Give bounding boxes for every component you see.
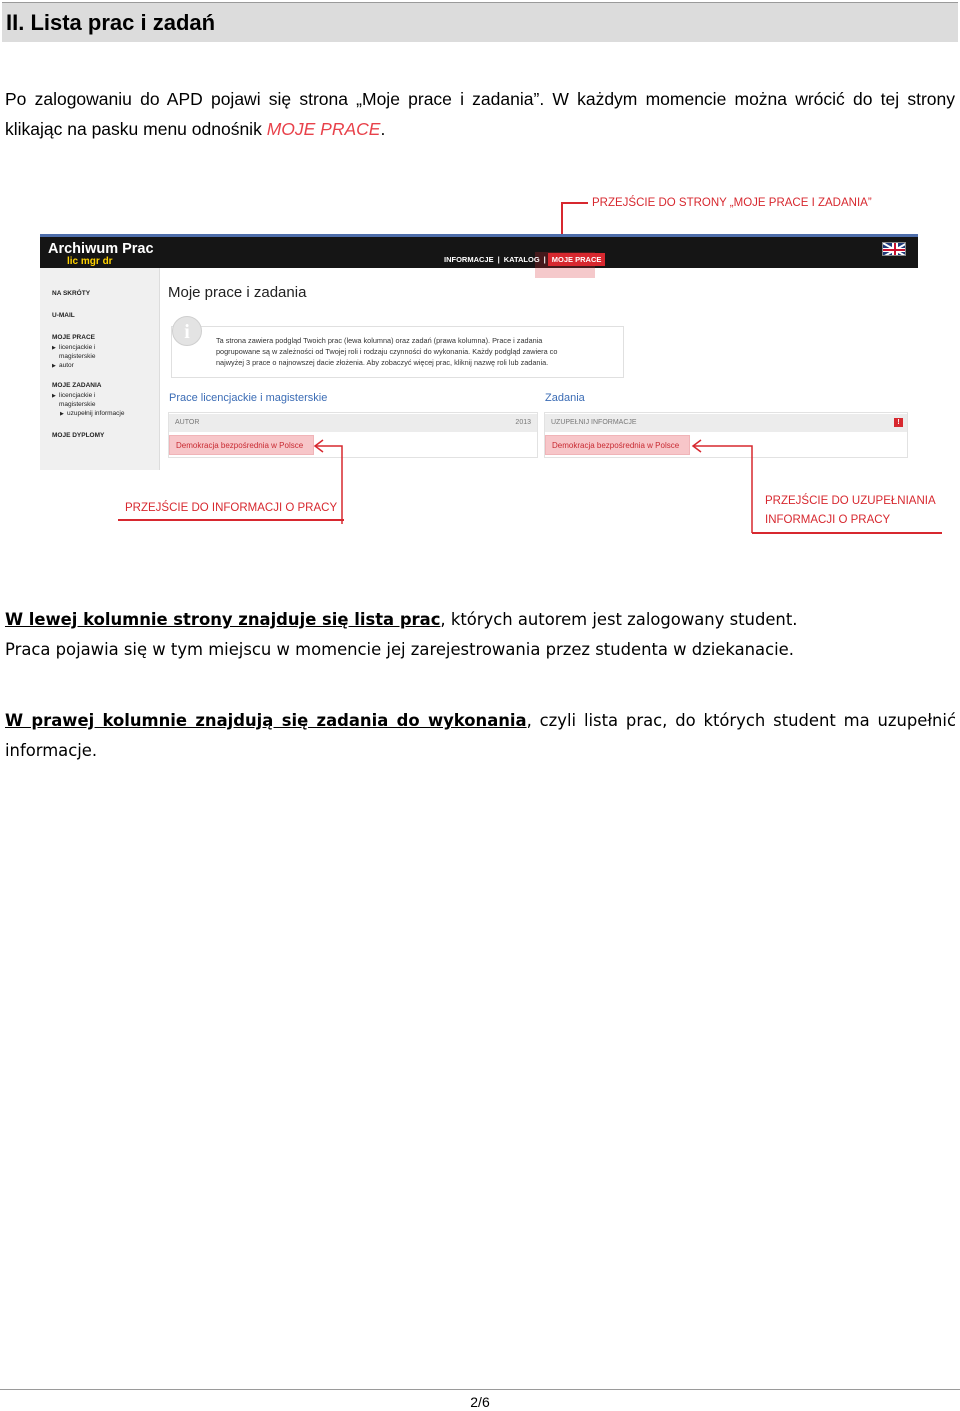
intro-text: Po zalogowaniu do APD pojawi się strona „Moje prace i zadania”. W każdym momencie można wrócić do tej strony klikając na pasku menu odnośnik (5, 89, 955, 139)
callout-top: PRZEJŚCIE DO STRONY „MOJE PRACE I ZADANIA” (592, 197, 872, 209)
paragraph-right-column (5, 706, 956, 766)
sidebar-shortcuts: NA SKRÓTY (52, 290, 91, 297)
work-year: 2013 (515, 419, 531, 426)
menu-item-katalog[interactable]: KATALOG (503, 255, 540, 264)
left-column-header (169, 414, 537, 432)
role-author-label: AUTOR (175, 419, 200, 426)
paragraph-left-line2: Praca pojawia się w tym miejscu w momencie jej zarejestrowania przez studenta w dziekanacie. (5, 640, 794, 659)
sidebar-my-works-item[interactable]: ▶ autor (59, 361, 74, 370)
sidebar-umail[interactable]: U-MAIL (52, 312, 75, 319)
left-work-link[interactable]: Demokracja bezpośrednia w Polsce (169, 435, 314, 455)
right-task-link[interactable]: Demokracja bezpośrednia w Polsce (545, 435, 690, 455)
callout-right-line2: INFORMACJI O PRACY (765, 514, 891, 526)
sidebar-my-diplomas[interactable]: MOJE DYPLOMY (52, 432, 105, 439)
sidebar-my-tasks-item[interactable]: ▶ licencjackie i (59, 391, 96, 400)
app-page-title: Moje prace i zadania (168, 284, 307, 301)
sidebar-my-tasks-item[interactable]: ▶ uzupełnij informacje (67, 409, 124, 418)
intro-end: . (380, 119, 386, 139)
info-line: pogrupowane są w zależności od Twojej roli i rodzaju czynności do wykonania. Każdy podgląd zawiera co (216, 347, 558, 356)
callout-left: PRZEJŚCIE DO INFORMACJI O PRACY (125, 502, 338, 514)
section-heading-bar (2, 2, 958, 42)
callout-top-line-h (562, 202, 588, 204)
callout-right-line1: PRZEJŚCIE DO UZUPEŁNIANIA (765, 495, 936, 507)
brand-subtitle: lic mgr dr (67, 256, 113, 267)
intro-paragraph (5, 84, 955, 144)
info-line: Ta strona zawiera podgląd Twoich prac (lewa kolumna) oraz zadań (prawa kolumna). Prace i zadania (216, 336, 543, 345)
app-menu: INFORMACJE | KATALOG | MOJE PRACE (444, 255, 605, 264)
left-column-title[interactable]: Prace licencjackie i magisterskie (169, 392, 328, 404)
callout-right-underline (752, 532, 942, 534)
sidebar-my-tasks[interactable]: MOJE ZADANIA (52, 382, 102, 389)
info-icon: i (172, 316, 202, 346)
right-column-title[interactable]: Zadania (545, 392, 585, 404)
sidebar-my-works-item[interactable]: magisterskie (59, 353, 96, 360)
paragraph-right-bold: W prawej kolumnie znajdują się zadania do wykonania (5, 711, 527, 730)
sidebar-my-works[interactable]: MOJE PRACE (52, 334, 95, 341)
sidebar-my-tasks-item[interactable]: magisterskie (59, 401, 96, 408)
uk-flag-icon[interactable] (882, 242, 906, 256)
callout-left-underline (118, 519, 344, 521)
app-screenshot (40, 234, 918, 470)
info-line: najwyżej 3 prace o najnowszej dacie złożenia. Aby zobaczyć więcej prac, kliknij nazwę roli lub zadania. (216, 358, 549, 367)
paragraph-left-column (5, 605, 797, 635)
info-text (216, 335, 616, 368)
menu-item-moje-prace[interactable]: MOJE PRACE (548, 253, 606, 266)
alert-icon: ! (894, 418, 903, 427)
menu-item-informacje[interactable]: INFORMACJE (444, 255, 494, 264)
section-heading: II. Lista prac i zadań (6, 10, 216, 35)
page-number: 2/6 (470, 1394, 490, 1410)
brand-title: Archiwum Prac (48, 241, 154, 257)
callout-right-connector (688, 438, 758, 534)
paragraph-right-rest: , czyli lista prac, do których student ma uzupełnić informacje. (5, 711, 956, 760)
app-sidebar (40, 268, 160, 470)
moje-prace-link-text: MOJE PRACE (266, 119, 381, 139)
sidebar-my-works-item[interactable]: ▶ licencjackie i (59, 343, 96, 352)
right-column-header (545, 414, 907, 432)
footer-divider (0, 1389, 960, 1390)
paragraph-left-rest: , których autorem jest zalogowany student. (440, 610, 798, 629)
paragraph-left-bold: W lewej kolumnie strony znajduje się lista prac (5, 610, 441, 629)
task-header-label: UZUPEŁNIJ INFORMACJE (551, 419, 637, 426)
